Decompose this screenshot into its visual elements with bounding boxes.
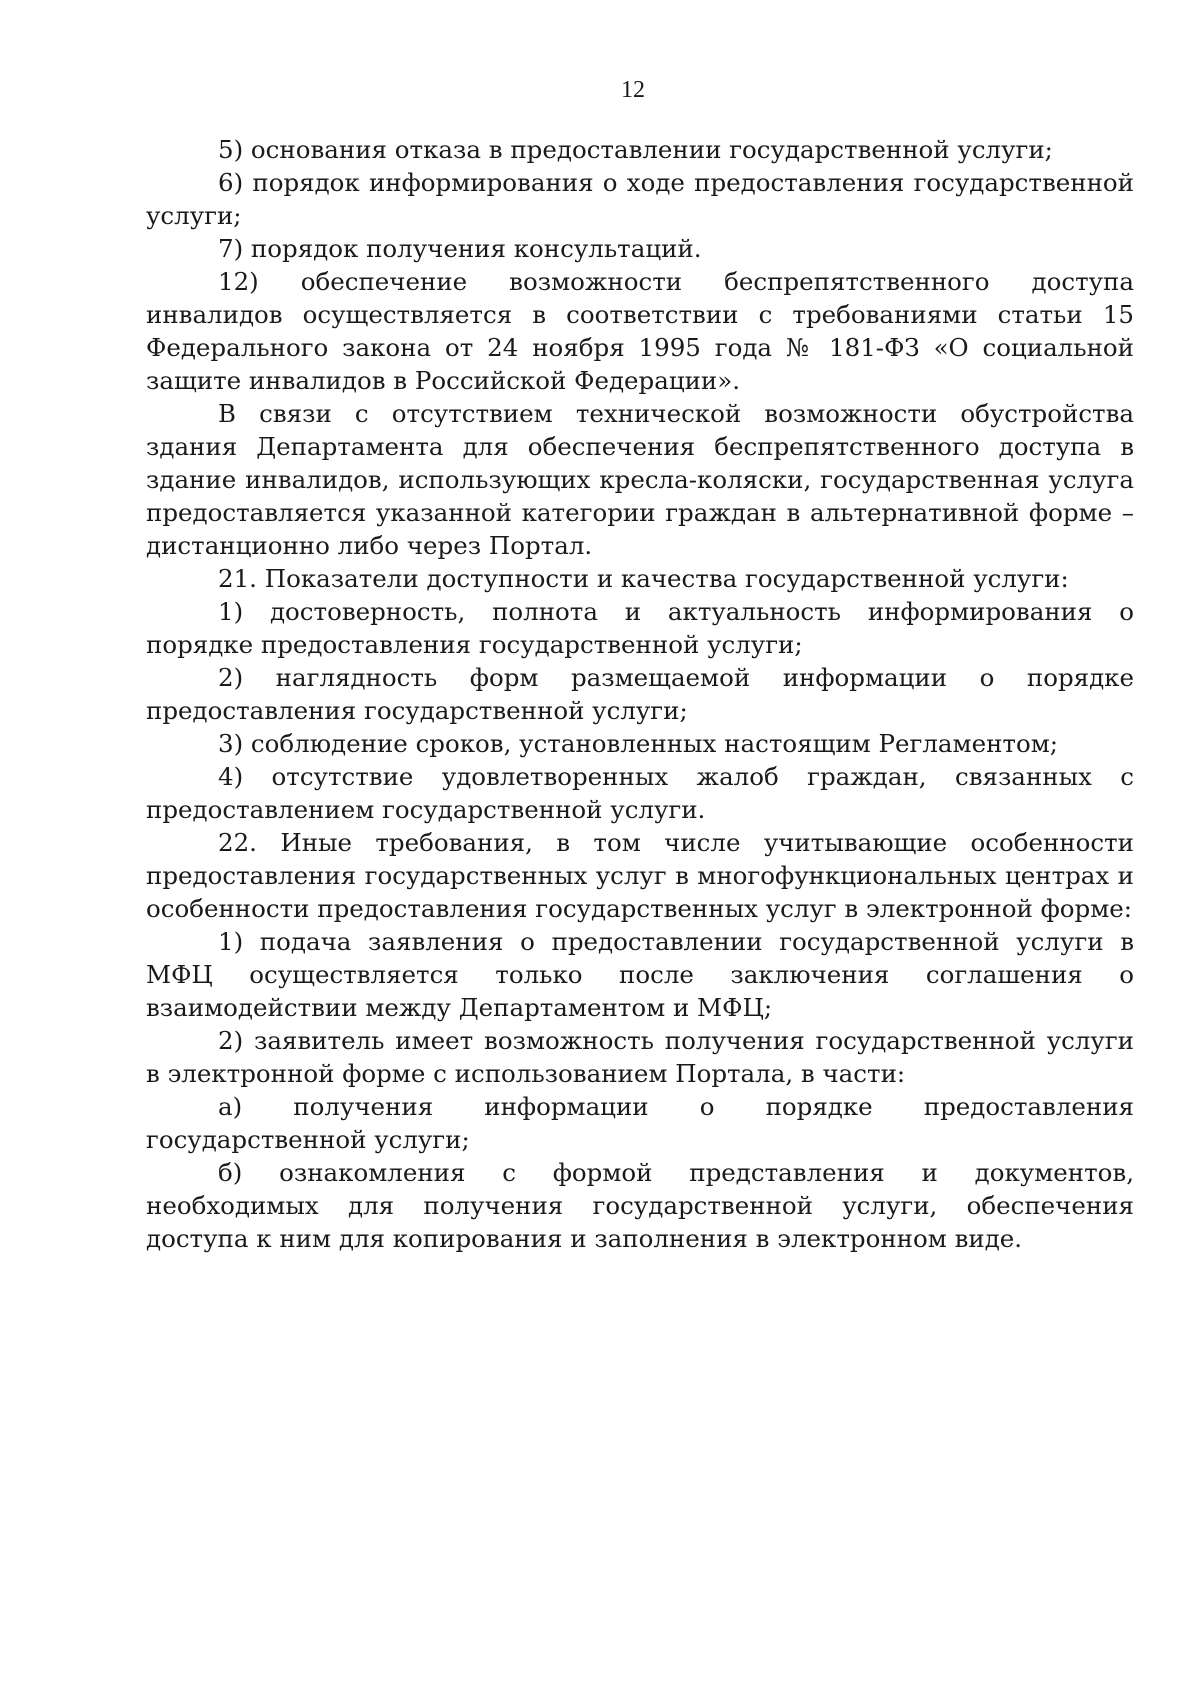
- paragraph-section-22: 22. Иные требования, в том числе учитывающие особенности предоставления государственных услуг в многофункциональных центрах и особенности предоставления государственных услуг в электронной форме:: [146, 828, 1134, 923]
- paragraph-item-7: 7) порядок получения консультаций.: [218, 234, 702, 263]
- paragraph-item-12-accessibility: 12) обеспечение возможности беспрепятственного доступа инвалидов осуществляется в соответствии с требованиями статьи 15 Федерального закона от 24 ноября 1995 года № 181-ФЗ «О социальной защите инвалидов в Российской Федерации».: [146, 267, 1134, 395]
- paragraph-21-item-3: 3) соблюдение сроков, установленных настоящим Регламентом;: [218, 729, 1059, 758]
- paragraph-22-item-1: 1) подача заявления о предоставлении государственной услуги в МФЦ осуществляется только после заключения соглашения о взаимодействии между Департаментом и МФЦ;: [146, 927, 1134, 1022]
- paragraph-21-item-4: 4) отсутствие удовлетворенных жалоб граждан, связанных с предоставлением государственной услуги.: [146, 762, 1134, 824]
- paragraph-item-6: 6) порядок информирования о ходе предоставления государственной услуги;: [146, 168, 1134, 230]
- paragraph-21-item-1: 1) достоверность, полнота и актуальность информирования о порядке предоставления государственной услуги;: [146, 597, 1134, 659]
- paragraph-section-21: 21. Показатели доступности и качества государственной услуги:: [218, 564, 1069, 593]
- paragraph-alternative-form: В связи с отсутствием технической возможности обустройства здания Департамента для обеспечения беспрепятственного доступа в здание инвалидов, использующих кресла-коляски, государственная услуга предоставляется указанной категории граждан в альтернативной форме – дистанционно либо через Портал.: [146, 399, 1134, 560]
- page-number: 12: [621, 77, 645, 103]
- paragraph-21-item-2: 2) наглядность форм размещаемой информации о порядке предоставления государственной услуги;: [146, 663, 1134, 725]
- paragraph-22-item-2: 2) заявитель имеет возможность получения государственной услуги в электронной форме с использованием Портала, в части:: [146, 1026, 1134, 1088]
- paragraph-22-item-a: а) получения информации о порядке предоставления государственной услуги;: [146, 1092, 1134, 1154]
- paragraph-item-5: 5) основания отказа в предоставлении государственной услуги;: [218, 135, 1053, 164]
- paragraph-22-item-b: б) ознакомления с формой представления и документов, необходимых для получения государственной услуги, обеспечения доступа к ним для копирования и заполнения в электронном виде.: [146, 1158, 1134, 1253]
- document-body: [146, 133, 1134, 1255]
